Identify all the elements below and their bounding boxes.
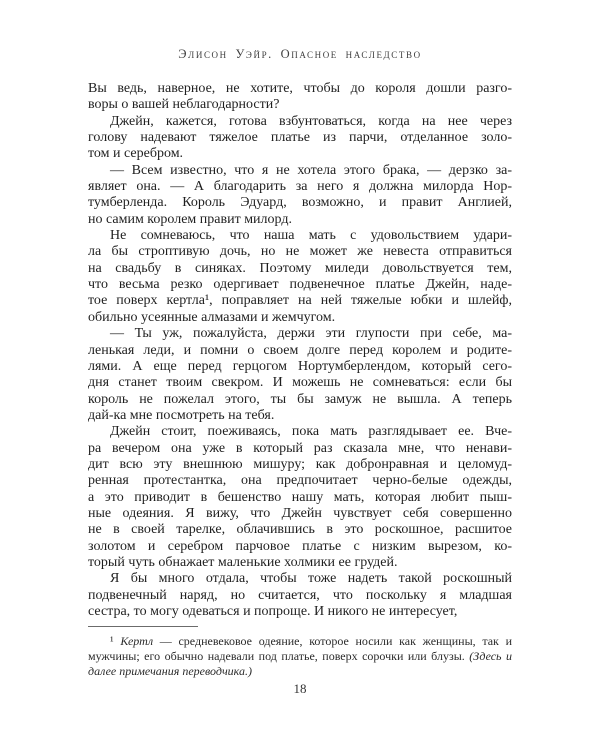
text-line: ра вечером она уже в который раз сказала мне, что ненави- <box>88 440 512 456</box>
text-line: король не пожелал этого, ты бы замуж не вышла. А теперь <box>88 391 512 407</box>
footnote-marker: ¹ <box>110 634 121 648</box>
text-line: золотом и серебром парчовое платье с низким вырезом, ко- <box>88 538 512 554</box>
running-header: Элисон Уэйр. Опасное наследство <box>178 47 422 61</box>
text-line: не в своей тарелке, облачившись в это роскошное, расшитое <box>88 522 512 538</box>
body-text <box>88 81 512 620</box>
text-line: дай-ка мне посмотреть на тебя. <box>88 407 275 423</box>
text-line: обильно усеянные алмазами и жемчугом. <box>88 309 336 325</box>
text-line: тое поверх кертла¹, поправляет на ней тяжелые юбки и шлейф, <box>88 293 512 309</box>
text-line: что весьма резко одергивает подвенечное платье Джейн, наде- <box>88 277 512 293</box>
paragraph <box>88 228 512 326</box>
text-line: Я бы много отдала, чтобы тоже надеть такой роскошный <box>110 571 512 587</box>
text-line: ные одеяния. Я вижу, что Джейн чувствует себя совершенно <box>88 505 512 521</box>
text-line: — Всем известно, что я не хотела этого брака, — дерзко за- <box>110 162 512 178</box>
paragraph <box>88 163 512 228</box>
footnote-divider <box>88 626 198 627</box>
text-line: а это приводит в бешенство нашу мать, которая любит пыш- <box>88 489 512 505</box>
text-line: Вы ведь, наверное, не хотите, чтобы до короля дошли разго- <box>88 81 512 96</box>
text-line: Джейн стоит, поеживаясь, пока мать разглядывает ее. Вче- <box>110 424 512 440</box>
text-line: ренная протестантка, она предпочитает черно-белые одежды, <box>88 473 512 489</box>
text-line: дит всю эту внешнюю мишуру; как добронравная и целомуд- <box>88 456 512 472</box>
paragraph <box>88 114 512 163</box>
text-line: Джейн, кажется, готова взбунтоваться, когда на нее через <box>110 113 512 129</box>
footnote <box>88 626 512 680</box>
text-line: на свадьбу в синяках. Поэтому миледи довольствуется тем, <box>88 260 512 276</box>
text-line: ла бы строптивую дочь, но не может же невеста отправиться <box>88 244 512 260</box>
text-line: тумберленда. Король Эдуард, возможно, и правит Англией, <box>88 195 512 211</box>
text-line: дня станет твоим свекром. И можешь не сомневаться: если бы <box>88 375 512 391</box>
footnote-text <box>88 634 512 680</box>
paragraph <box>88 424 512 571</box>
footnote-body: — средневековое одеяние, которое носили как женщины, так и мужчины; его обычно надевали под платье, поверх сорочки или блузы. <box>88 634 512 664</box>
text-line: Не сомневаюсь, что наша мать с удовольствием удари- <box>110 228 512 244</box>
paragraph <box>88 326 512 424</box>
text-line: сестра, то могу одеваться и попроще. И никого не интересует, <box>88 604 458 619</box>
paragraph <box>88 81 512 114</box>
page-number: 18 <box>293 681 307 696</box>
text-line: подвенечный наряд, но считается, что поскольку я младшая <box>88 587 512 603</box>
paragraph <box>88 571 512 620</box>
text-line: воры о вашей неблагодарности? <box>88 97 280 113</box>
text-line: том и серебром. <box>88 146 184 162</box>
footnote-note: (Здесь и далее примечания переводчика.) <box>88 649 512 679</box>
text-line: являет она. — А благодарить за него я должна милорда Нор- <box>88 179 512 195</box>
text-line: но самим королем правит милорд. <box>88 211 292 227</box>
text-line: торый чуть обнажает маленькие холмики ее грудей. <box>88 554 398 570</box>
text-line: голову надевают тяжелое платье из парчи, отделанное золо- <box>88 130 512 146</box>
text-line: ленькая леди, и помни о своем долге перед королем и родите- <box>88 342 512 358</box>
text-line: лями. А еще перед герцогом Нортумберлендом, который сего- <box>88 358 512 374</box>
footnote-term: Кертл <box>120 634 154 648</box>
text-line: — Ты уж, пожалуйста, держи эти глупости при себе, ма- <box>110 326 512 342</box>
